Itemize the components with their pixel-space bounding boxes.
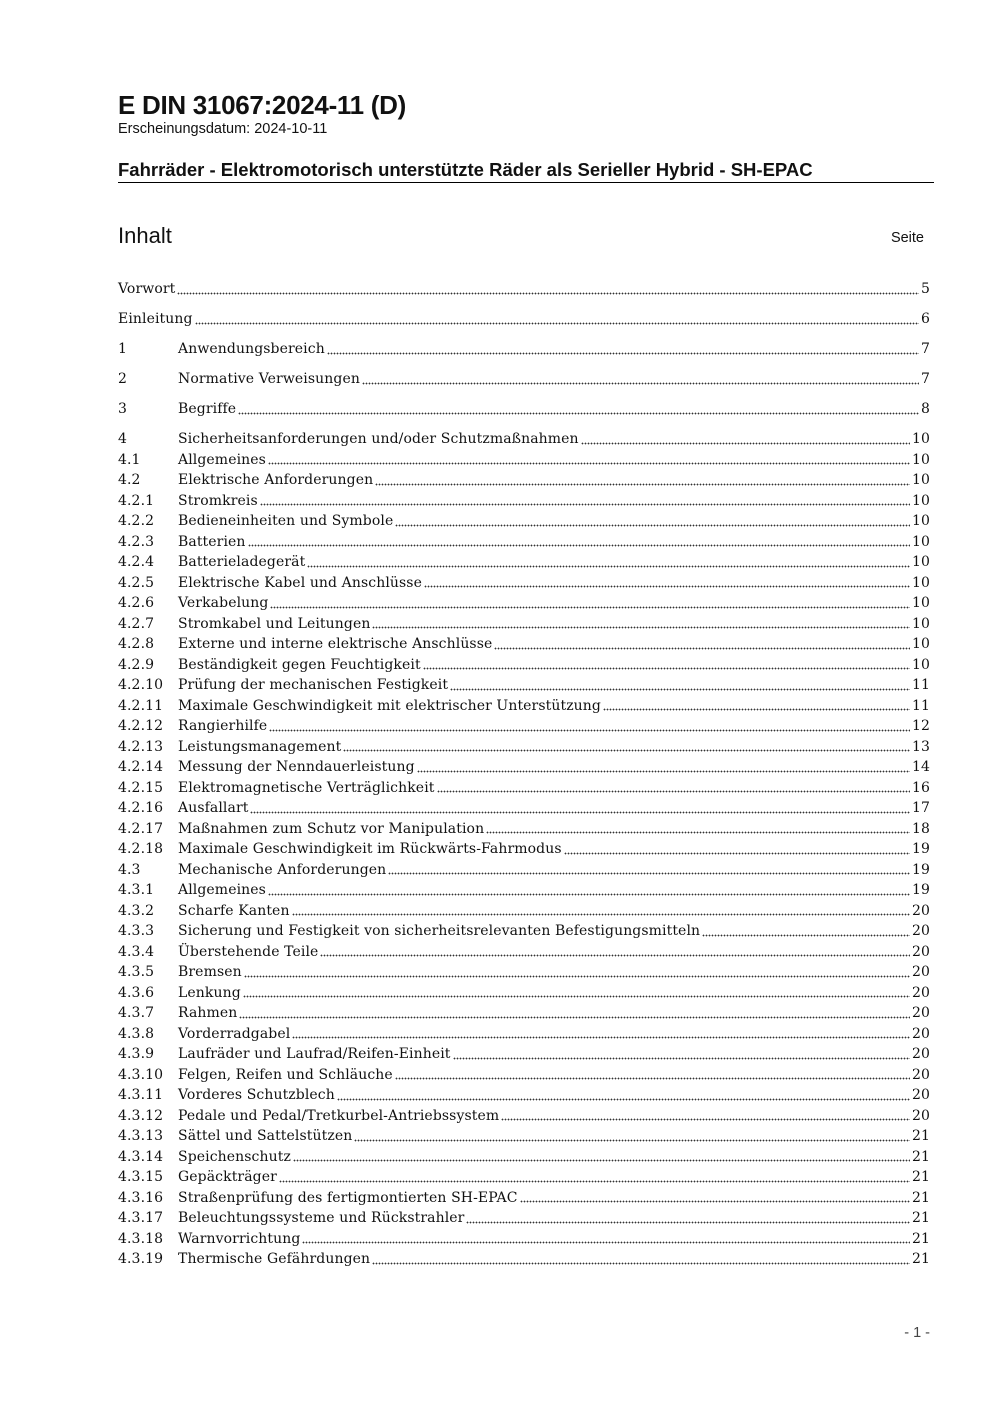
toc-dot-leader [327,349,919,355]
toc-entry-title: Begriffe [178,401,237,417]
toc-entry-page: 10 [911,451,930,468]
toc-entry[interactable] [118,491,930,512]
toc-entry-page: 10 [911,431,930,447]
toc-entry-title: Bedieneinheiten und Symbole [178,513,394,529]
toc-entry-number: 4.2.13 [118,738,164,755]
toc-entry-page: 20 [911,1046,930,1062]
toc-entry-page: 10 [911,656,930,673]
toc-dot-leader [320,951,910,957]
toc-entry-page: 10 [911,533,930,550]
toc-dot-leader [424,582,910,588]
toc-entry-title: Allgemeines [178,451,266,468]
toc-entry[interactable] [118,1065,930,1086]
title-underline [118,182,934,183]
toc-entry[interactable] [118,983,930,1004]
toc-dot-leader [248,541,910,547]
toc-entry[interactable] [118,369,930,390]
toc-dot-leader [238,409,919,415]
toc-entry-number: 4.3.7 [118,1005,155,1021]
toc-entry-number: 4.2.2 [118,513,155,529]
toc-entry-number: 4.3.11 [118,1087,164,1103]
toc-entry-title: Vorwort [118,281,176,297]
page-column-label: Seite [890,230,924,246]
toc-entry[interactable] [118,716,930,737]
toc-entry-number: 4.2.5 [118,574,155,591]
toc-entry-title: Normative Verweisungen [178,371,360,387]
toc-entry-number: 4.3.12 [118,1107,164,1124]
toc-entry-title: Ausfallart [178,800,249,816]
toc-entry-title: Lenkung [178,984,241,1001]
toc-entry-number: 4.3.8 [118,1025,155,1042]
toc-entry-number: 4.3.14 [118,1148,164,1165]
toc-entry-number: 4.1 [118,451,141,468]
toc-entry[interactable] [118,962,930,983]
toc-entry-number: 4.3.18 [118,1230,164,1247]
document-title: Fahrräder - Elektromotorisch unterstützte Räder als Serieller Hybrid - SH-EPAC [118,159,813,180]
toc-entry[interactable] [118,614,930,635]
toc-entry-title: Beleuchtungssysteme und Rückstrahler [178,1210,465,1226]
toc-entry-number: 4.2.7 [118,615,155,632]
toc-entry-title: Messung der Nenndauerleistung [178,759,415,775]
toc-entry-number: 4.2.4 [118,554,155,570]
toc-entry-page: 21 [911,1189,930,1206]
toc-entry-title: Verkabelung [178,595,269,611]
toc-entry-page: 16 [911,779,930,796]
toc-entry-page: 20 [911,902,930,919]
toc-entry-title: Stromkabel und Leitungen [178,615,371,632]
toc-entry-page: 14 [911,759,930,775]
toc-dot-leader [343,746,910,752]
toc-entry-title: Prüfung der mechanischen Festigkeit [178,677,449,693]
toc-entry-number: 4.3.9 [118,1046,155,1062]
toc-dot-leader [395,1074,910,1080]
toc-dot-leader [239,1013,910,1019]
toc-dot-leader [270,603,910,609]
toc-entry-page: 8 [920,401,930,417]
toc-entry-title: Warnvorrichtung [178,1230,301,1247]
toc-entry-title: Elektrische Anforderungen [178,472,374,488]
toc-dot-leader [195,319,919,325]
toc-entry[interactable] [118,309,930,330]
toc-entry-page: 7 [920,371,930,387]
toc-entry-number: 4.2.14 [118,759,164,775]
toc-entry-number: 4.3.17 [118,1210,164,1226]
toc-entry[interactable] [118,942,930,963]
toc-entry-page: 20 [911,1087,930,1103]
toc-dot-leader [337,1095,910,1101]
toc-entry-title: Elektrische Kabel und Anschlüsse [178,574,422,591]
toc-dot-leader [292,1033,910,1039]
toc-entry-number: 4.2.17 [118,820,164,837]
toc-entry-page: 10 [911,492,930,509]
toc-dot-leader [269,726,910,732]
toc-entry-page: 18 [911,820,930,837]
toc-dot-leader [177,289,919,295]
toc-entry[interactable] [118,1126,930,1147]
toc-entry-number: 4.3.10 [118,1066,164,1083]
toc-entry-page: 21 [911,1251,930,1267]
toc-entry-number: 4 [118,431,128,447]
toc-dot-leader [417,767,910,773]
toc-entry-title: Straßenprüfung des fertigmontierten SH-EPAC [178,1189,518,1206]
toc-entry[interactable] [118,1249,930,1270]
toc-entry-number: 4.3.6 [118,984,155,1001]
toc-entry[interactable] [118,511,930,532]
toc-dot-leader [466,1218,910,1224]
toc-dot-leader [279,1177,910,1183]
toc-entry[interactable] [118,279,930,300]
toc-entry-title: Laufräder und Laufrad/Reifen-Einheit [178,1046,451,1062]
toc-entry-title: Sicherheitsanforderungen und/oder Schutzmaßnahmen [178,431,579,447]
toc-entry-number: 4.3.15 [118,1169,164,1185]
toc-entry-number: 4.2 [118,472,141,488]
toc-entry-number: 4.3.1 [118,882,155,898]
toc-entry-title: Elektromagnetische Verträglichkeit [178,779,435,796]
toc-entry[interactable] [118,778,930,799]
toc-entry[interactable] [118,1229,930,1250]
toc-entry-number: 4.2.1 [118,492,155,509]
toc-dot-leader [520,1197,910,1203]
toc-entry-number: 4.2.12 [118,718,164,734]
toc-entry[interactable] [118,1044,930,1065]
toc-entry-page: 10 [911,574,930,591]
toc-entry-page: 19 [911,882,930,898]
toc-entry-title: Stromkreis [178,492,258,509]
toc-dot-leader [437,787,910,793]
toc-dot-leader [243,992,910,998]
toc-entry-title: Überstehende Teile [178,943,319,960]
toc-dot-leader [250,808,910,814]
toc-dot-leader [307,562,910,568]
toc-entry-number: 4.3 [118,861,141,878]
toc-entry-title: Thermische Gefährdungen [178,1251,371,1267]
toc-entry-number: 3 [118,401,128,417]
toc-entry-number: 4.2.15 [118,779,164,796]
toc-entry-page: 21 [911,1148,930,1165]
toc-entry-title: Allgemeines [178,882,266,898]
toc-dot-leader [501,1115,910,1121]
toc-entry[interactable] [118,1106,930,1127]
toc-entry-page: 10 [911,513,930,529]
toc-entry-number: 4.3.2 [118,902,155,919]
toc-entry-page: 12 [911,718,930,734]
toc-entry-title: Beständigkeit gegen Feuchtigkeit [178,656,421,673]
toc-entry[interactable] [118,634,930,655]
toc-entry-title: Scharfe Kanten [178,902,290,919]
toc-entry-page: 10 [911,615,930,632]
toc-dot-leader [362,379,919,385]
toc-entry[interactable] [118,880,930,901]
toc-entry-page: 20 [911,964,930,980]
toc-dot-leader [302,1238,910,1244]
toc-entry[interactable] [118,552,930,573]
toc-entry-page: 21 [911,1210,930,1226]
toc-entry-page: 10 [911,595,930,611]
toc-entry-title: Maximale Geschwindigkeit im Rückwärts-Fahrmodus [178,841,562,857]
toc-entry-number: 4.3.5 [118,964,155,980]
toc-entry[interactable] [118,737,930,758]
toc-entry-title: Felgen, Reifen und Schläuche [178,1066,393,1083]
toc-entry-title: Batterieladegerät [178,554,306,570]
toc-entry-page: 6 [920,311,930,327]
toc-entry-title: Pedale und Pedal/Tretkurbel-Antriebssystem [178,1107,500,1124]
toc-entry-number: 4.3.13 [118,1128,164,1144]
toc-entry[interactable] [118,696,930,717]
toc-entry-number: 4.2.16 [118,800,164,816]
toc-entry-page: 11 [911,697,930,714]
toc-entry-number: 4.2.11 [118,697,164,714]
toc-entry[interactable] [118,1167,930,1188]
toc-entry-number: 4.2.18 [118,841,164,857]
toc-entry[interactable] [118,860,930,881]
toc-entry-page: 5 [920,281,930,297]
toc-entry-page: 20 [911,923,930,939]
toc-entry-title: Rahmen [178,1005,238,1021]
toc-dot-leader [260,500,910,506]
table-of-contents [118,279,930,1270]
toc-entry-page: 20 [911,984,930,1001]
toc-entry-title: Batterien [178,533,246,550]
toc-entry-number: 4.3.3 [118,923,155,939]
toc-entry-page: 21 [911,1230,930,1247]
toc-entry-page: 20 [911,1107,930,1124]
toc-entry-title: Externe und interne elektrische Anschlüsse [178,636,493,652]
toc-entry-number: 4.2.9 [118,656,155,673]
toc-entry-page: 20 [911,943,930,960]
toc-entry-page: 7 [920,341,930,357]
toc-entry-title: Vorderes Schutzblech [178,1087,335,1103]
toc-dot-leader [372,623,910,629]
toc-dot-leader [494,644,910,650]
toc-entry-title: Sättel und Sattelstützen [178,1128,353,1144]
toc-entry-title: Gepäckträger [178,1169,277,1185]
toc-entry[interactable] [118,757,930,778]
toc-entry[interactable] [118,1188,930,1209]
toc-entry-number: 1 [118,341,128,357]
toc-entry-title: Anwendungsbereich [178,341,325,357]
toc-entry[interactable] [118,339,930,360]
toc-entry-page: 10 [911,472,930,488]
toc-entry-title: Rangierhilfe [178,718,268,734]
toc-dot-leader [564,849,910,855]
toc-entry-number: 4.2.10 [118,677,164,693]
toc-entry[interactable] [118,470,930,491]
toc-entry[interactable] [118,532,930,553]
toc-entry[interactable] [118,819,930,840]
toc-entry-page: 19 [911,841,930,857]
toc-dot-leader [581,439,910,445]
toc-entry-number: 2 [118,371,128,387]
toc-entry[interactable] [118,1085,930,1106]
toc-entry[interactable] [118,901,930,922]
toc-entry-page: 20 [911,1025,930,1042]
toc-entry-page: 17 [911,800,930,816]
toc-heading: Inhalt [118,223,172,248]
toc-entry-title: Vorderradgabel [178,1025,291,1042]
toc-dot-leader [354,1136,910,1142]
toc-entry-title: Bremsen [178,964,242,980]
toc-entry-page: 21 [911,1169,930,1185]
toc-entry-title: Sicherung und Festigkeit von sicherheitsrelevanten Befestigungsmitteln [178,923,701,939]
toc-dot-leader [292,910,910,916]
toc-dot-leader [293,1156,910,1162]
toc-entry[interactable] [118,655,930,676]
toc-entry-title: Speichenschutz [178,1148,291,1165]
toc-dot-leader [372,1259,910,1265]
toc-dot-leader [450,685,910,691]
toc-dot-leader [395,521,910,527]
toc-dot-leader [244,972,910,978]
toc-dot-leader [268,890,910,896]
toc-entry-title: Einleitung [118,311,193,327]
toc-entry[interactable] [118,1024,930,1045]
toc-entry-number: 4.2.8 [118,636,155,652]
toc-entry-title: Maßnahmen zum Schutz vor Manipulation [178,820,485,837]
toc-dot-leader [375,480,910,486]
toc-entry-number: 4.3.16 [118,1189,164,1206]
toc-entry[interactable] [118,675,930,696]
toc-entry[interactable] [118,399,930,420]
toc-entry[interactable] [118,450,930,471]
toc-entry-page: 11 [911,677,930,693]
toc-dot-leader [486,828,910,834]
toc-entry-number: 4.3.4 [118,943,155,960]
toc-entry-page: 10 [911,554,930,570]
toc-entry-title: Maximale Geschwindigkeit mit elektrischer Unterstützung [178,697,601,714]
toc-dot-leader [388,869,910,875]
toc-entry[interactable] [118,798,930,819]
toc-entry[interactable] [118,921,930,942]
toc-dot-leader [603,705,910,711]
toc-entry[interactable] [118,573,930,594]
toc-entry-page: 20 [911,1066,930,1083]
toc-entry[interactable] [118,839,930,860]
toc-entry-page: 13 [911,738,930,755]
toc-entry-page: 21 [911,1128,930,1144]
toc-entry[interactable] [118,1147,930,1168]
toc-entry[interactable] [118,1003,930,1024]
toc-entry-number: 4.2.6 [118,595,155,611]
toc-dot-leader [702,931,910,937]
toc-entry-page: 20 [911,1005,930,1021]
toc-entry[interactable] [118,429,930,450]
toc-dot-leader [268,459,910,465]
toc-dot-leader [423,664,910,670]
toc-entry-number: 4.3.19 [118,1251,164,1267]
toc-entry-number: 4.2.3 [118,533,155,550]
toc-entry-page: 19 [911,861,930,878]
toc-entry-title: Leistungsmanagement [178,738,342,755]
page-number: - 1 - [904,1325,930,1341]
toc-dot-leader [453,1054,910,1060]
toc-entry[interactable] [118,1208,930,1229]
toc-entry-page: 10 [911,636,930,652]
publication-date: Erscheinungsdatum: 2024-10-11 [118,121,328,137]
toc-entry[interactable] [118,593,930,614]
document-id: E DIN 31067:2024-11 (D) [118,90,406,120]
toc-entry-title: Mechanische Anforderungen [178,861,387,878]
